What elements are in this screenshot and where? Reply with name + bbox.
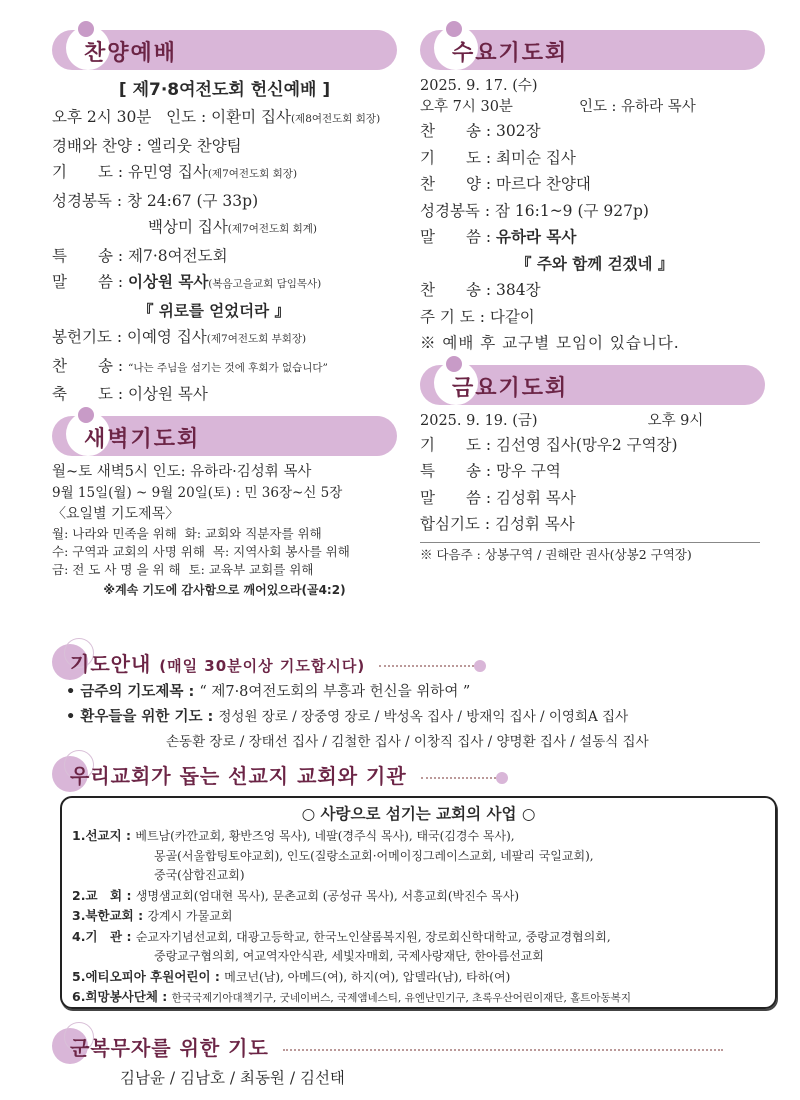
veterans-header <box>52 1030 772 1062</box>
order-item: 백상미 집사(제7여전도회 회계) <box>148 218 318 236</box>
sick-prayer: • 환우들을 위한 기도 : 정성원 장로 / 장중영 장로 / 박성옥 집사 / 방재익 집사 / 이영희A 집사 <box>66 709 629 725</box>
section-title: 기도안내 <box>70 652 152 676</box>
decor-dot <box>446 356 462 372</box>
dawn-readings: 9월 15일(월) ~ 9월 20일(토) : 민 36장~신 5장 <box>52 484 343 501</box>
section-subtitle: (매일 30분이상 기도합시다) <box>159 657 366 675</box>
order-item: 특 송 : 망우 구역 <box>420 462 561 480</box>
end-dot <box>496 772 508 784</box>
order-item: 기 도 : 유민영 집사(제7여전도회 회장) <box>52 163 298 181</box>
topics-subtitle: 〈요일별 기도제목〉 <box>52 505 180 522</box>
decor-dot <box>78 21 94 37</box>
dotted-leader <box>379 665 474 667</box>
section-title: 금요기도회 <box>452 375 569 401</box>
order-item: 봉헌기도 : 이예영 집사(제7여전도회 부회장) <box>52 328 307 346</box>
decor-dot <box>78 407 94 423</box>
wed-notice: ※ 예배 후 교구별 모임이 있습니다. <box>420 334 680 352</box>
dawn-schedule: 월~토 새벽5시 인도: 유하라·김성휘 목사 <box>52 463 312 480</box>
friday-prayer-header <box>420 365 765 405</box>
section-title: 찬양예배 <box>84 41 178 66</box>
mission-row-cont: 중국(삼합진교회) <box>154 868 245 882</box>
order-item: 성경봉독 : 창 24:67 (구 33p) <box>52 191 259 210</box>
order-item: 경배와 찬양 : 엘리웃 찬양팀 <box>52 136 242 155</box>
wed-time-leader: 오후 7시 30분 인도 : 유하라 목사 <box>420 99 696 115</box>
mission-row-cont: 몽골(서울합팅토야교회), 인도(질랑소교회·어메이징그레이스교회, 네팔리 국일교회), <box>154 848 594 863</box>
wednesday-prayer-header <box>420 30 765 70</box>
sermon-title: 『 주와 함께 걷겠네 』 <box>516 254 674 273</box>
order-item: 말 씀 : 유하라 목사 <box>420 228 577 246</box>
end-dot <box>474 660 486 672</box>
mission-row: 3.북한교회 : 강계시 가물교회 <box>72 908 233 923</box>
box-title: ○ 사랑으로 섬기는 교회의 사업 ○ <box>301 805 536 823</box>
order-item: 기 도 : 김선영 집사(망우2 구역장) <box>420 435 678 454</box>
fri-date-time: 2025. 9. 19. (금) 오후 9시 <box>420 412 704 429</box>
prayer-guide-header <box>52 646 772 678</box>
dotted-leader <box>421 777 496 779</box>
mission-row: 1.선교지 : 베트남(카깐교회, 황반즈엉 목사), 네팔(경주식 목사), 태국(김경수 목사), <box>72 828 515 843</box>
missions-box <box>60 796 777 1009</box>
section-title: 수요기도회 <box>452 41 569 66</box>
topic-row: 금: 전 도 사 명 을 위 해 토: 교육부 교회를 위해 <box>52 561 314 577</box>
service-title: [ 제7·8여전도회 헌신예배 ] <box>118 80 331 100</box>
mission-row: 4.기 관 : 순교자기념선교회, 대광고등학교, 한국노인샬롬복지원, 장로회신학대학교, 중랑교경협의회, <box>72 928 611 944</box>
order-item: 말 씀 : 이상원 목사(복음고을교회 담임목사) <box>52 273 322 291</box>
topic-row: 수: 구역과 교회의 사명 위해 목: 지역사회 봉사를 위해 <box>52 543 350 559</box>
missions-header <box>52 758 772 790</box>
mission-row: 2.교 회 : 생명샘교회(엄대현 목사), 문촌교회 (공성규 목사), 서흥교회(박진수 목사) <box>72 887 519 903</box>
veterans-names: 김남윤 / 김남호 / 최동원 / 김선태 <box>120 1069 345 1087</box>
dotted-leader <box>283 1049 723 1051</box>
next-week: ※ 다음주 : 상봉구역 / 권해란 권사(상봉2 구역장) <box>420 546 692 562</box>
left-column <box>52 30 397 601</box>
sermon-title: 『 위로를 얻었더라 』 <box>138 301 291 320</box>
divider <box>420 542 760 543</box>
order-item: 찬 송 : “나는 주님을 섬기는 것에 후회가 없습니다” <box>52 356 328 375</box>
section-title: 우리교회가 돕는 선교지 교회와 기관 <box>70 764 407 788</box>
sick-prayer-cont: 손동환 장로 / 장태선 집사 / 김철한 집사 / 이창직 집사 / 양명환 집사 / 설동식 집사 <box>166 734 649 750</box>
mission-row: 6.희망봉사단체 : 한국국제기아대책기구, 굿네이버스, 국제앰네스티, 유엔난민기구, 초록우산어린이재단, 홀트아동복지 <box>72 989 631 1004</box>
time-leader-line: 오후 2시 30분 인도 : 이환미 집사(제8여전도회 회장) <box>52 108 381 126</box>
decor-dot <box>446 21 462 37</box>
mission-row: 5.에티오피아 후원어린이 : 메코넌(남), 아메드(여), 하지(여), 압델라(남), 타하(여) <box>72 968 511 984</box>
weekly-topic: • 금주의 기도제목 : “ 제7·8여전도회의 부흥과 헌신을 위하여 ” <box>66 684 471 700</box>
order-item: 성경봉독 : 잠 16:1~9 (구 927p) <box>420 201 649 220</box>
prayer-guide-body <box>66 680 766 755</box>
sunday-worship-header <box>52 30 397 70</box>
topic-row: 월: 나라와 민족을 위해 화: 교회와 직분자를 위해 <box>52 525 322 541</box>
order-item: 합심기도 : 김성휘 목사 <box>420 515 575 533</box>
dawn-prayer-header <box>52 416 397 456</box>
verse: ※계속 기도에 감사함으로 깨어있으라(골4:2) <box>103 582 346 597</box>
section-title: 군복무자를 위한 기도 <box>70 1036 269 1060</box>
order-item: 특 송 : 제7·8여전도회 <box>52 246 228 265</box>
order-item: 주 기 도 : 다같이 <box>420 307 535 326</box>
order-item: 기 도 : 최미순 집사 <box>420 148 576 167</box>
order-item: 축 도 : 이상원 목사 <box>52 385 208 403</box>
order-item: 찬 양 : 마르다 찬양대 <box>420 175 591 193</box>
wed-date: 2025. 9. 17. (수) <box>420 78 538 94</box>
mission-row-cont: 중랑교구협의회, 여교역자안식관, 세빛자매회, 국제사랑재단, 한아름선교회 <box>154 949 544 963</box>
section-title: 새벽기도회 <box>84 426 201 452</box>
right-column <box>420 30 765 565</box>
order-item: 말 씀 : 김성휘 목사 <box>420 488 576 507</box>
order-item: 찬 송 : 384장 <box>420 281 541 299</box>
order-item: 찬 송 : 302장 <box>420 122 541 140</box>
